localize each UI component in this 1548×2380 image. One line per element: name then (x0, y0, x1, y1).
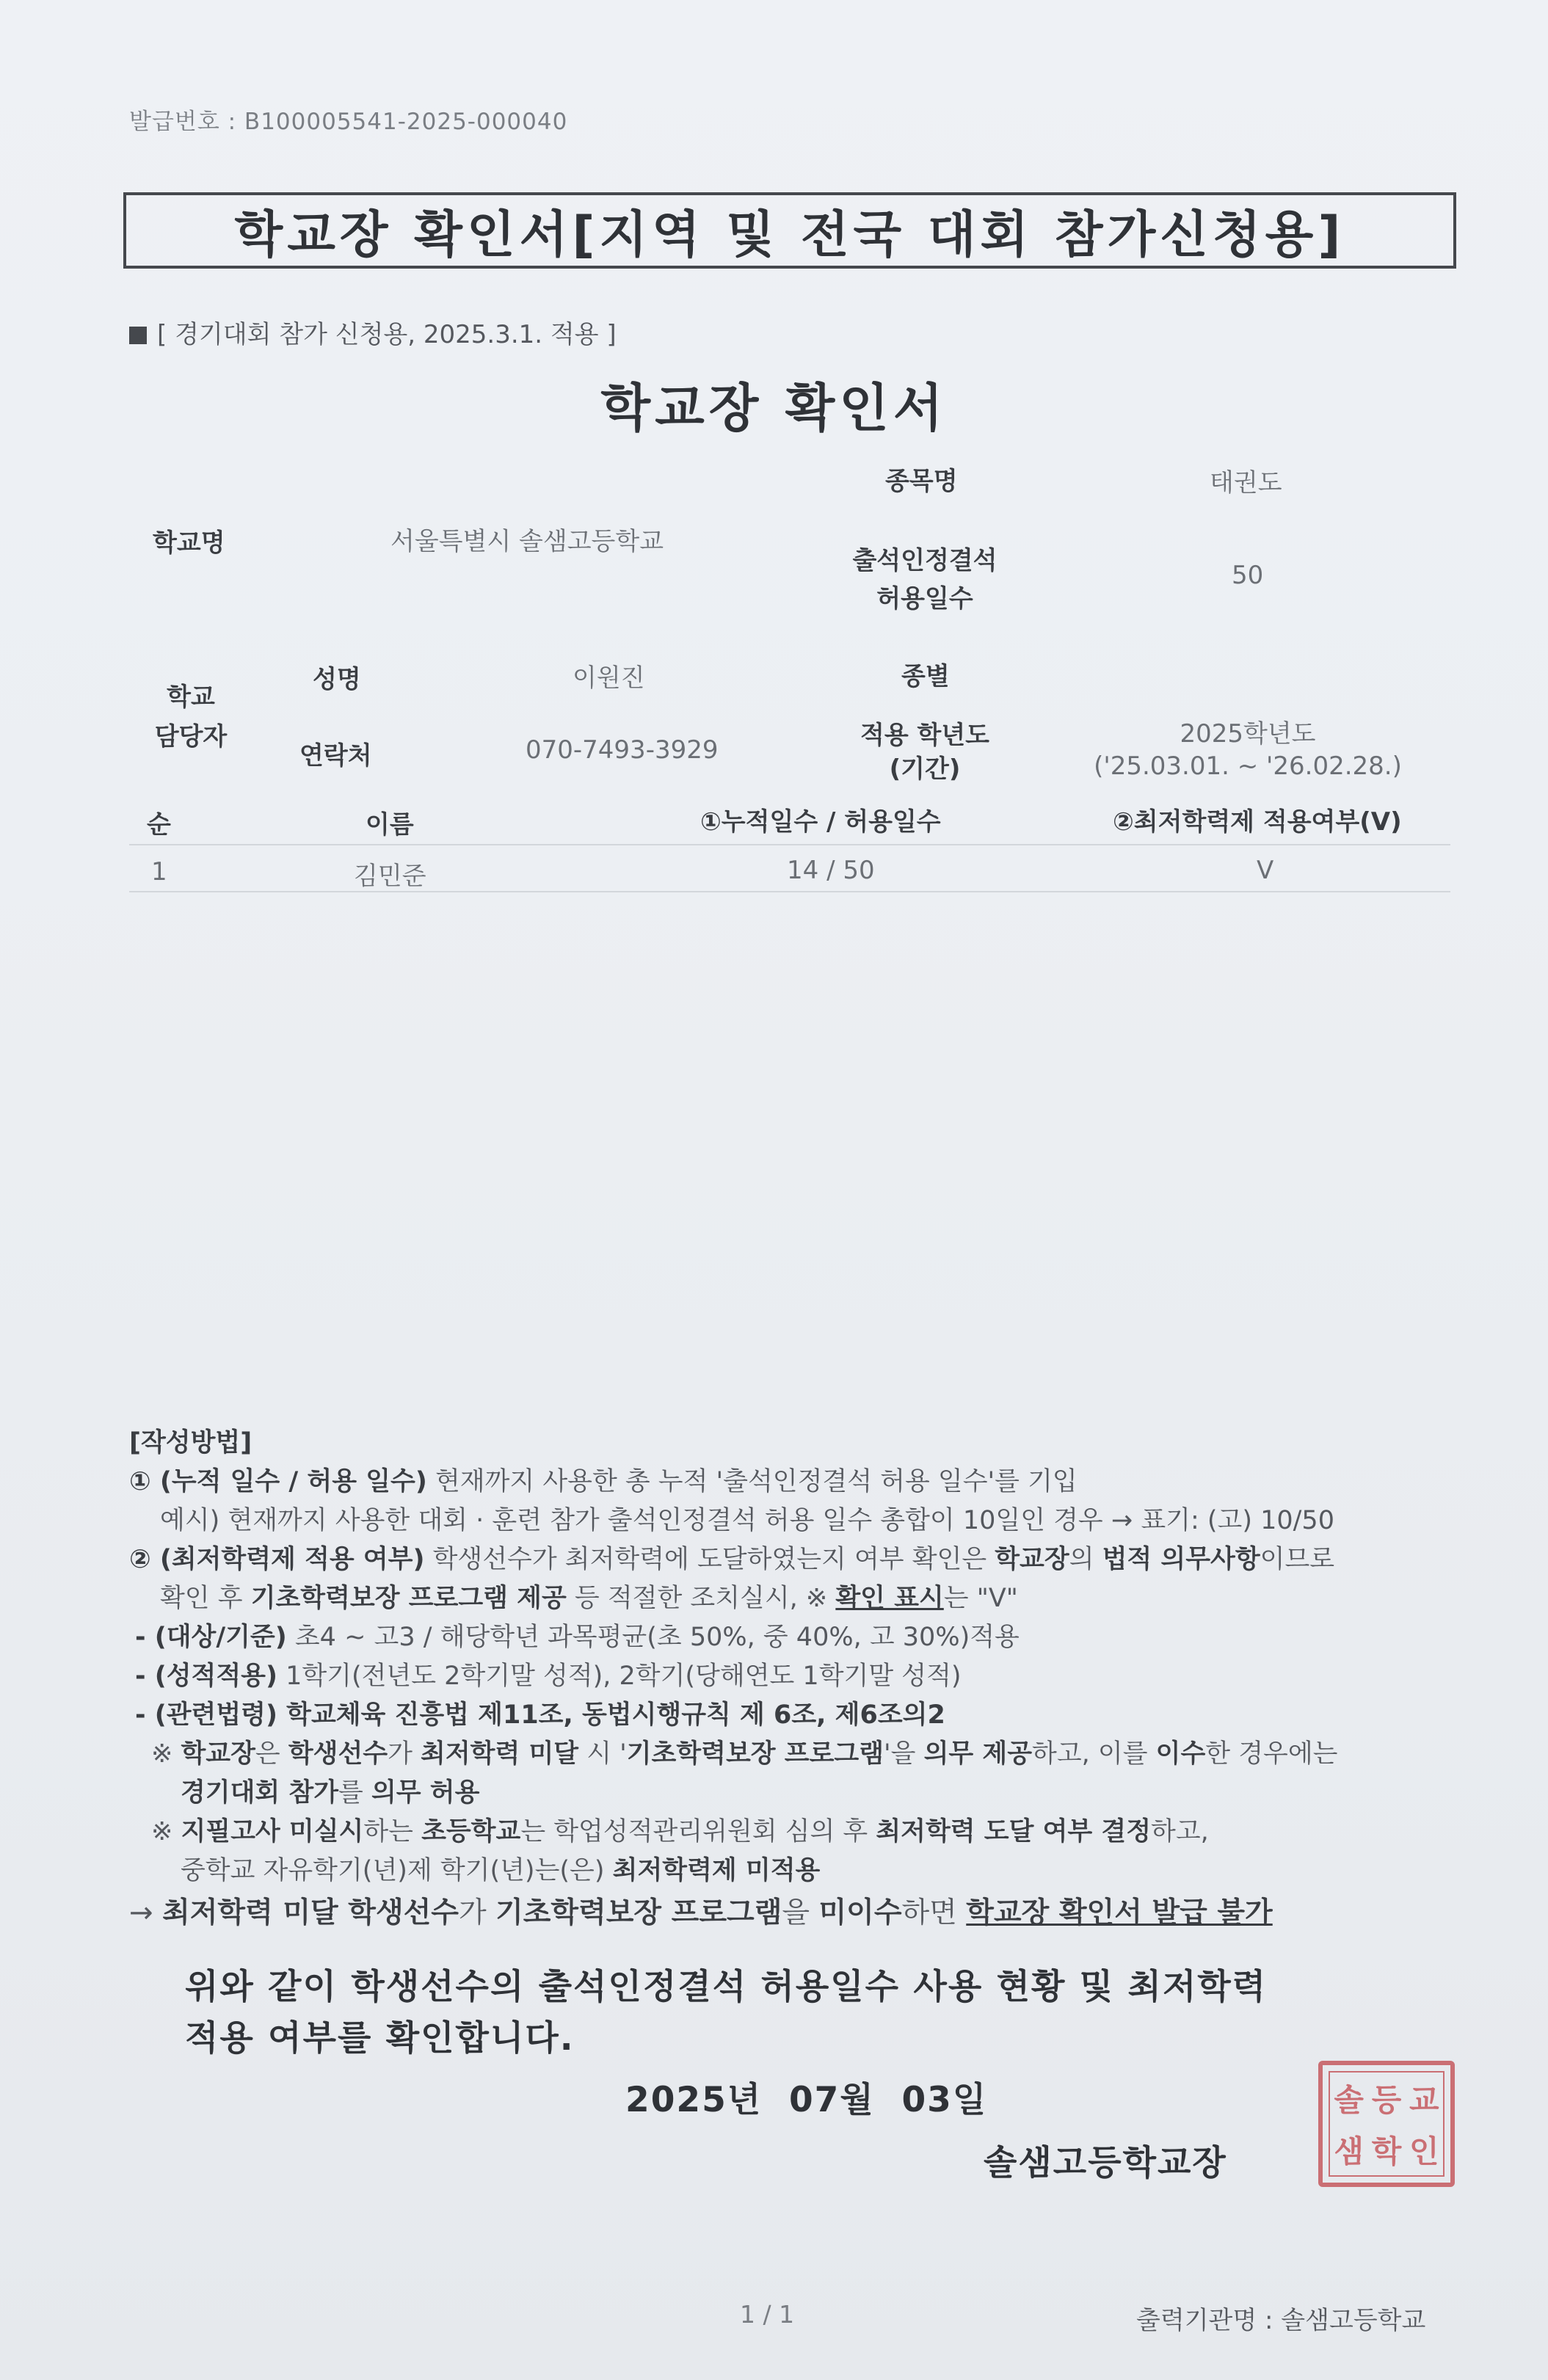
school-label: 학교명 (153, 528, 225, 558)
year-value-1: 2025학년도 (1180, 719, 1316, 749)
output-org: 출력기관명 : 솔샘고등학교 (1136, 2306, 1426, 2335)
closing-line-2: 적용 여부를 확인합니다. (185, 2018, 575, 2059)
table-header-min-academic: ②최저학력제 적용여부(V) (1113, 807, 1402, 837)
notes-block (129, 1424, 1337, 1932)
principal-seal (1318, 2061, 1455, 2187)
document-title: 학교장 확인서[지역 및 전국 대회 참가신청용] (234, 205, 1345, 264)
table-header-no: 순 (147, 810, 171, 840)
notes-line: - (관련법령) 학교체육 진흥법 제11조, 동법시행규칙 제 6조, 제6조의2 (135, 1700, 945, 1730)
contact-value: 070-7493-3929 (526, 735, 719, 765)
title-box (123, 192, 1456, 269)
notes-line: → 최저학력 미달 학생선수가 기초학력보장 프로그램을 미이수하면 학교장 확인서 발급 불가 (129, 1896, 1273, 1929)
manager-label-1: 학교 (167, 683, 215, 712)
absence-label-1: 출석인정결석 (852, 546, 998, 575)
year-label-1: 적용 학년도 (860, 721, 990, 750)
issue-date: 2025년 07월 03일 (625, 2080, 988, 2120)
contact-label: 연락처 (299, 741, 372, 771)
table-divider (129, 844, 1450, 845)
row-name: 김민준 (354, 862, 426, 891)
subtitle: [ 경기대회 참가 신청용, 2025.3.1. 적용 ] (157, 320, 617, 349)
event-label: 종목명 (885, 467, 958, 496)
year-label-2: (기간) (889, 754, 961, 784)
table-header-days: ①누적일수 / 허용일수 (700, 807, 941, 837)
row-min-academic: V (1257, 856, 1274, 885)
notes-line: 경기대회 참가를 의무 허용 (181, 1778, 480, 1808)
notes-line: 확인 후 기초학력보장 프로그램 제공 등 적절한 조치실시, ※ 확인 표시는 "V" (160, 1584, 1018, 1613)
absence-value: 50 (1232, 561, 1264, 590)
row-days: 14 / 50 (787, 856, 875, 885)
school-value: 서울특별시 솔샘고등학교 (390, 527, 664, 556)
gender-label: 종별 (901, 662, 950, 691)
closing-line-1: 위와 같이 학생선수의 출석인정결석 허용일수 사용 현황 및 최저학력 (185, 1967, 1268, 2007)
notes-line: ※ 학교장은 학생선수가 최저학력 미달 시 '기초학력보장 프로그램'을 의무 제공하고, 이를 이수한 경우에는 (151, 1739, 1338, 1769)
square-bullet-icon (129, 327, 147, 344)
name-value: 이원진 (573, 663, 645, 693)
seal-glyphs: 솔 등 교 샘 학 인 (1329, 2071, 1445, 2177)
table-divider (129, 891, 1450, 892)
issue-number: 발급번호 : B100005541-2025-000040 (129, 109, 568, 135)
notes-line: - (대상/기준) 초4 ~ 고3 / 해당학년 과목평균(초 50%, 중 40%, 고 30%)적용 (135, 1623, 1020, 1652)
table-header-name: 이름 (366, 810, 414, 840)
notes-line: ① (누적 일수 / 허용 일수) 현재까지 사용한 총 누적 '출석인정결석 허용 일수'를 기입 (129, 1467, 1078, 1496)
principal-name: 솔샘고등학교장 (984, 2143, 1227, 2183)
name-label: 성명 (313, 665, 361, 694)
page-number: 1 / 1 (740, 2300, 795, 2329)
row-no: 1 (151, 857, 167, 887)
notes-heading: [작성방법] (129, 1428, 252, 1458)
notes-line: ※ 지필고사 미실시하는 초등학교는 학업성적관리위원회 심의 후 최저학력 도달 여부 결정하고, (151, 1817, 1209, 1846)
year-value-2: ('25.03.01. ~ '26.02.28.) (1094, 752, 1402, 781)
notes-line: 중학교 자유학기(년)제 학기(년)는(은) 최저학력제 미적용 (181, 1856, 821, 1885)
notes-line: - (성적적용) 1학기(전년도 2학기말 성적), 2학기(당해연도 1학기말 성적) (135, 1662, 962, 1691)
notes-line: 예시) 현재까지 사용한 대회 · 훈련 참가 출석인정결석 허용 일수 총합이 10일인 경우 → 표기: (고) 10/50 (160, 1506, 1334, 1535)
document-heading: 학교장 확인서 (600, 378, 948, 438)
subtitle-line (129, 314, 617, 350)
absence-label-2: 허용일수 (876, 584, 973, 614)
notes-line: ② (최저학력제 적용 여부) 학생선수가 최저학력에 도달하였는지 여부 확인은 학교장의 법적 의무사항이므로 (129, 1545, 1335, 1574)
manager-label-2: 담당자 (154, 722, 228, 752)
event-value: 태권도 (1210, 468, 1282, 498)
